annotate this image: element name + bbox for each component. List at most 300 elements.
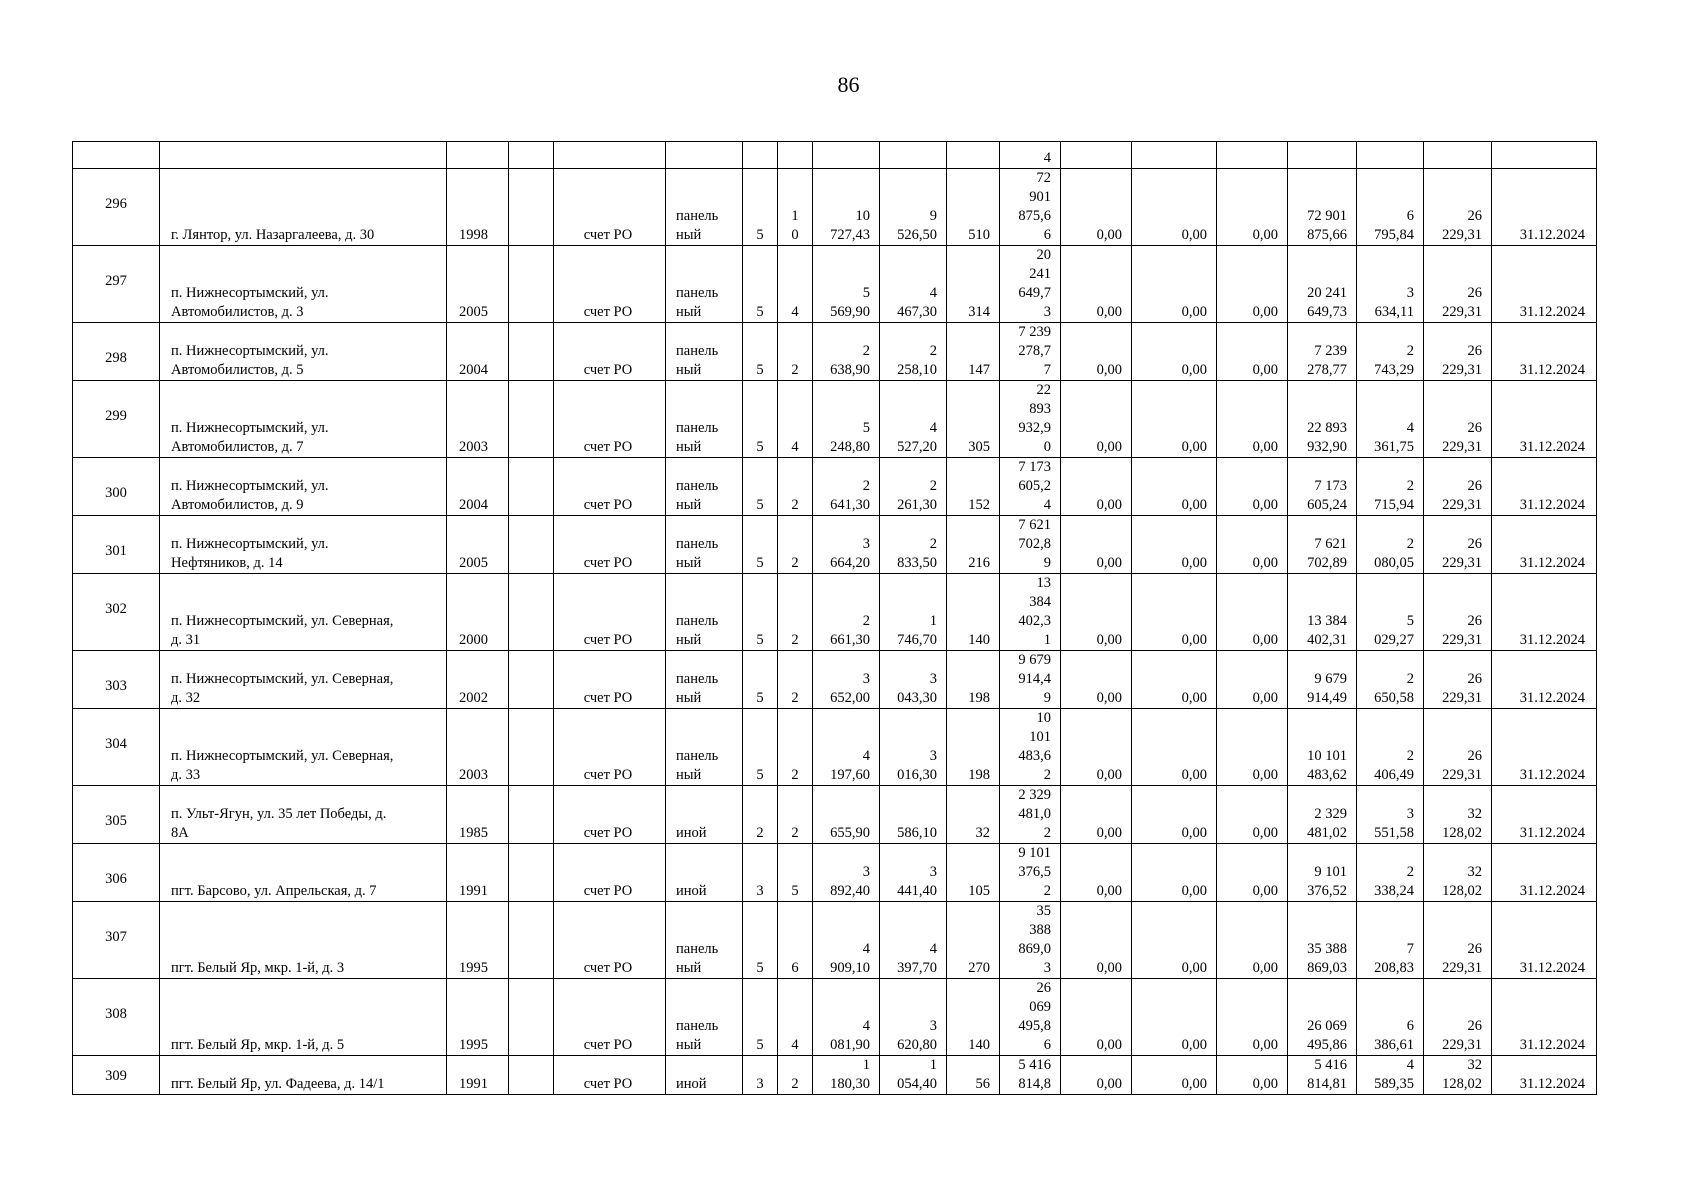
cell-floors: 5 xyxy=(743,651,778,709)
cell-build-year: 1991 xyxy=(447,1056,509,1095)
cell-max-unit-cost: 26 229,31 xyxy=(1424,246,1492,323)
cell-blank xyxy=(509,574,554,651)
cell-max-unit-cost: 32 128,02 xyxy=(1424,786,1492,844)
cell-blank xyxy=(509,323,554,381)
cell-total-area: 5 248,80 xyxy=(813,381,880,458)
cell-cost-owners: 7 621 702,89 xyxy=(1288,516,1357,574)
cell-residential-area: 4 527,20 xyxy=(880,381,947,458)
cell-cost-owners: 22 893 932,90 xyxy=(1288,381,1357,458)
cell-total-area: 655,90 xyxy=(813,786,880,844)
cell-funding-method: счет РО xyxy=(554,323,666,381)
table-row xyxy=(73,902,1597,979)
cell-floors: 5 xyxy=(743,902,778,979)
cell-cost-total: 26 069 495,8 6 xyxy=(1000,979,1061,1056)
cell-address: пгт. Белый Яр, мкр. 1-й, д. 5 xyxy=(160,979,447,1056)
cell-cost-other: 0,00 xyxy=(1217,709,1288,786)
cell-unit-cost: 4 361,75 xyxy=(1357,381,1424,458)
cell-entrances: 4 xyxy=(778,381,813,458)
cell-cost-budget: 0,00 xyxy=(1132,651,1217,709)
cell-cost-owners: 20 241 649,73 xyxy=(1288,246,1357,323)
cell-total-area: 2 641,30 xyxy=(813,458,880,516)
cell-row-number: 309 xyxy=(73,1056,160,1095)
table-row xyxy=(73,516,1597,574)
cell-total-area: 5 569,90 xyxy=(813,246,880,323)
cell-residents: 105 xyxy=(947,844,1000,902)
cell-cost-total: 20 241 649,7 3 xyxy=(1000,246,1061,323)
cell-row-number: 304 xyxy=(73,709,160,786)
cell-unit-cost: 6 386,61 xyxy=(1357,979,1424,1056)
cell-cost-budget: 0,00 xyxy=(1132,323,1217,381)
cell-max-unit-cost: 26 229,31 xyxy=(1424,169,1492,246)
table-body xyxy=(73,142,1597,1095)
cell-deadline: 31.12.2024 xyxy=(1492,169,1597,246)
cell-floors: 3 xyxy=(743,844,778,902)
cell-cost-fund: 0,00 xyxy=(1061,323,1132,381)
cell-max-unit-cost: 26 229,31 xyxy=(1424,902,1492,979)
cell-wall-material: панель ный xyxy=(666,651,743,709)
cell-funding-method: счет РО xyxy=(554,381,666,458)
cell-funding-method: счет РО xyxy=(554,902,666,979)
cell-wall-material: панель ный xyxy=(666,574,743,651)
cell-address: пгт. Белый Яр, ул. Фадеева, д. 14/1 xyxy=(160,1056,447,1095)
cell-cost-budget: 0,00 xyxy=(1132,902,1217,979)
cell-entrances: 4 xyxy=(778,246,813,323)
cell-funding-method: счет РО xyxy=(554,1056,666,1095)
cell-funding-method: счет РО xyxy=(554,844,666,902)
cell-funding-method: счет РО xyxy=(554,169,666,246)
cell-cost-budget: 0,00 xyxy=(1132,574,1217,651)
cell-funding-method: счет РО xyxy=(554,709,666,786)
cell-cost-total: 9 679 914,4 9 xyxy=(1000,651,1061,709)
cell-residential-area: 3 441,40 xyxy=(880,844,947,902)
cell-unit-cost: 7 208,83 xyxy=(1357,902,1424,979)
cell-blank xyxy=(509,142,554,169)
cell-residents: 305 xyxy=(947,381,1000,458)
cell-wall-material: панель ный xyxy=(666,381,743,458)
cell-residents: 140 xyxy=(947,979,1000,1056)
cell-max-unit-cost: 26 229,31 xyxy=(1424,709,1492,786)
cell-deadline: 31.12.2024 xyxy=(1492,1056,1597,1095)
cell-residential-area: 586,10 xyxy=(880,786,947,844)
cell-cost-other: 0,00 xyxy=(1217,902,1288,979)
cell-total-area: 3 652,00 xyxy=(813,651,880,709)
cell-cost-budget: 0,00 xyxy=(1132,458,1217,516)
cell-cost-total: 7 621 702,8 9 xyxy=(1000,516,1061,574)
cell-total-area: 3 892,40 xyxy=(813,844,880,902)
cell-build-year: 1998 xyxy=(447,169,509,246)
cell-residents: 56 xyxy=(947,1056,1000,1095)
cell-blank xyxy=(509,381,554,458)
cell-wall-material: панель ный xyxy=(666,458,743,516)
cell-row-number: 302 xyxy=(73,574,160,651)
cell-wall-material: панель ный xyxy=(666,709,743,786)
cell-cost-other: 0,00 xyxy=(1217,516,1288,574)
cell-max-unit-cost xyxy=(1424,142,1492,169)
cell-max-unit-cost: 26 229,31 xyxy=(1424,381,1492,458)
cell-unit-cost: 2 715,94 xyxy=(1357,458,1424,516)
cell-cost-owners: 13 384 402,31 xyxy=(1288,574,1357,651)
cell-blank xyxy=(509,979,554,1056)
cell-floors: 5 xyxy=(743,381,778,458)
cell-funding-method: счет РО xyxy=(554,979,666,1056)
cell-wall-material xyxy=(666,142,743,169)
cell-row-number: 307 xyxy=(73,902,160,979)
cell-funding-method: счет РО xyxy=(554,246,666,323)
cell-max-unit-cost: 26 229,31 xyxy=(1424,979,1492,1056)
cell-floors: 5 xyxy=(743,323,778,381)
cell-residents: 270 xyxy=(947,902,1000,979)
cell-deadline: 31.12.2024 xyxy=(1492,574,1597,651)
cell-entrances: 2 xyxy=(778,516,813,574)
cell-residential-area: 1 054,40 xyxy=(880,1056,947,1095)
cell-build-year: 2004 xyxy=(447,458,509,516)
cell-build-year: 1985 xyxy=(447,786,509,844)
cell-cost-budget: 0,00 xyxy=(1132,844,1217,902)
cell-floors: 5 xyxy=(743,516,778,574)
table-row xyxy=(73,458,1597,516)
cell-residential-area: 1 746,70 xyxy=(880,574,947,651)
cell-row-number: 308 xyxy=(73,979,160,1056)
cell-cost-fund: 0,00 xyxy=(1061,169,1132,246)
cell-build-year: 1995 xyxy=(447,979,509,1056)
cell-cost-other: 0,00 xyxy=(1217,574,1288,651)
cell-deadline: 31.12.2024 xyxy=(1492,246,1597,323)
cell-cost-fund: 0,00 xyxy=(1061,381,1132,458)
cell-cost-budget: 0,00 xyxy=(1132,1056,1217,1095)
cell-total-area: 4 197,60 xyxy=(813,709,880,786)
cell-residential-area: 3 043,30 xyxy=(880,651,947,709)
cell-cost-other: 0,00 xyxy=(1217,651,1288,709)
cell-residents: 152 xyxy=(947,458,1000,516)
cell-residential-area: 9 526,50 xyxy=(880,169,947,246)
cell-max-unit-cost: 26 229,31 xyxy=(1424,651,1492,709)
cell-blank xyxy=(509,786,554,844)
table-row xyxy=(73,979,1597,1056)
cell-blank xyxy=(509,246,554,323)
cell-unit-cost: 6 795,84 xyxy=(1357,169,1424,246)
cell-row-number: 306 xyxy=(73,844,160,902)
table-row xyxy=(73,574,1597,651)
cell-cost-fund: 0,00 xyxy=(1061,844,1132,902)
cell-address: п. Ульт-Ягун, ул. 35 лет Победы, д. 8А xyxy=(160,786,447,844)
cell-cost-fund: 0,00 xyxy=(1061,458,1132,516)
cell-cost-budget: 0,00 xyxy=(1132,246,1217,323)
cell-cost-owners: 9 101 376,52 xyxy=(1288,844,1357,902)
cell-build-year: 1991 xyxy=(447,844,509,902)
cell-funding-method: счет РО xyxy=(554,786,666,844)
cell-max-unit-cost: 26 229,31 xyxy=(1424,574,1492,651)
cell-cost-other: 0,00 xyxy=(1217,381,1288,458)
cell-unit-cost: 4 589,35 xyxy=(1357,1056,1424,1095)
cell-residential-area: 2 833,50 xyxy=(880,516,947,574)
cell-cost-owners: 26 069 495,86 xyxy=(1288,979,1357,1056)
table-row xyxy=(73,169,1597,246)
cell-floors: 2 xyxy=(743,786,778,844)
cell-address: п. Нижнесортымский, ул. Северная, д. 31 xyxy=(160,574,447,651)
cell-unit-cost: 3 634,11 xyxy=(1357,246,1424,323)
cell-blank xyxy=(509,458,554,516)
cell-cost-total: 10 101 483,6 2 xyxy=(1000,709,1061,786)
cell-cost-owners: 10 101 483,62 xyxy=(1288,709,1357,786)
table-row xyxy=(73,246,1597,323)
cell-cost-total: 7 239 278,7 7 xyxy=(1000,323,1061,381)
cell-residential-area: 2 261,30 xyxy=(880,458,947,516)
cell-build-year: 2005 xyxy=(447,246,509,323)
cell-address: п. Нижнесортымский, ул. Автомобилистов, д. 9 xyxy=(160,458,447,516)
cell-blank xyxy=(509,1056,554,1095)
cell-wall-material: панель ный xyxy=(666,516,743,574)
cell-address: пгт. Барсово, ул. Апрельская, д. 7 xyxy=(160,844,447,902)
cell-cost-fund: 0,00 xyxy=(1061,902,1132,979)
cell-entrances: 2 xyxy=(778,458,813,516)
cell-build-year: 2004 xyxy=(447,323,509,381)
cell-address: п. Нижнесортымский, ул. Северная, д. 32 xyxy=(160,651,447,709)
cell-residents: 147 xyxy=(947,323,1000,381)
cell-cost-fund: 0,00 xyxy=(1061,246,1132,323)
cell-row-number: 299 xyxy=(73,381,160,458)
cell-funding-method xyxy=(554,142,666,169)
page-number: 86 xyxy=(837,72,860,97)
cell-blank xyxy=(509,516,554,574)
cell-deadline: 31.12.2024 xyxy=(1492,979,1597,1056)
cell-deadline: 31.12.2024 xyxy=(1492,381,1597,458)
cell-cost-owners: 72 901 875,66 xyxy=(1288,169,1357,246)
cell-build-year: 2002 xyxy=(447,651,509,709)
cell-cost-budget xyxy=(1132,142,1217,169)
cell-cost-fund: 0,00 xyxy=(1061,709,1132,786)
cell-deadline xyxy=(1492,142,1597,169)
cell-cost-owners xyxy=(1288,142,1357,169)
cell-deadline: 31.12.2024 xyxy=(1492,844,1597,902)
cell-cost-fund: 0,00 xyxy=(1061,574,1132,651)
cell-floors: 5 xyxy=(743,169,778,246)
cell-entrances: 1 0 xyxy=(778,169,813,246)
cell-total-area: 10 727,43 xyxy=(813,169,880,246)
cell-cost-total: 4 xyxy=(1000,142,1061,169)
cell-funding-method: счет РО xyxy=(554,574,666,651)
cell-unit-cost: 2 743,29 xyxy=(1357,323,1424,381)
cell-wall-material: панель ный xyxy=(666,169,743,246)
cell-blank xyxy=(509,709,554,786)
cell-unit-cost: 3 551,58 xyxy=(1357,786,1424,844)
cell-cost-total: 13 384 402,3 1 xyxy=(1000,574,1061,651)
cell-cost-other: 0,00 xyxy=(1217,458,1288,516)
cell-wall-material: иной xyxy=(666,1056,743,1095)
cell-deadline: 31.12.2024 xyxy=(1492,458,1597,516)
cell-cost-total: 5 416 814,8 xyxy=(1000,1056,1061,1095)
cell-cost-total: 2 329 481,0 2 xyxy=(1000,786,1061,844)
cell-cost-other: 0,00 xyxy=(1217,979,1288,1056)
cell-cost-owners: 7 173 605,24 xyxy=(1288,458,1357,516)
cell-entrances: 2 xyxy=(778,786,813,844)
cell-max-unit-cost: 32 128,02 xyxy=(1424,844,1492,902)
cell-total-area: 3 664,20 xyxy=(813,516,880,574)
cell-cost-other xyxy=(1217,142,1288,169)
cell-residential-area: 3 620,80 xyxy=(880,979,947,1056)
cell-cost-other: 0,00 xyxy=(1217,323,1288,381)
cell-cost-fund: 0,00 xyxy=(1061,516,1132,574)
cell-total-area: 2 661,30 xyxy=(813,574,880,651)
cell-cost-total: 72 901 875,6 6 xyxy=(1000,169,1061,246)
cell-entrances xyxy=(778,142,813,169)
cell-row-number: 303 xyxy=(73,651,160,709)
cell-residents: 198 xyxy=(947,709,1000,786)
table-row xyxy=(73,651,1597,709)
cell-residents: 510 xyxy=(947,169,1000,246)
cell-entrances: 2 xyxy=(778,709,813,786)
cell-cost-owners: 5 416 814,81 xyxy=(1288,1056,1357,1095)
cell-blank xyxy=(509,169,554,246)
cell-address: п. Нижнесортымский, ул. Северная, д. 33 xyxy=(160,709,447,786)
cell-cost-other: 0,00 xyxy=(1217,1056,1288,1095)
cell-funding-method: счет РО xyxy=(554,458,666,516)
cell-blank xyxy=(509,844,554,902)
cell-build-year xyxy=(447,142,509,169)
cell-deadline: 31.12.2024 xyxy=(1492,786,1597,844)
cell-unit-cost: 2 650,58 xyxy=(1357,651,1424,709)
cell-cost-budget: 0,00 xyxy=(1132,709,1217,786)
cell-floors: 5 xyxy=(743,574,778,651)
cell-total-area: 4 909,10 xyxy=(813,902,880,979)
cell-cost-owners: 35 388 869,03 xyxy=(1288,902,1357,979)
table-row-continuation xyxy=(73,142,1597,169)
cell-unit-cost: 2 080,05 xyxy=(1357,516,1424,574)
cell-cost-fund: 0,00 xyxy=(1061,786,1132,844)
table-row xyxy=(73,381,1597,458)
cell-max-unit-cost: 32 128,02 xyxy=(1424,1056,1492,1095)
cell-cost-other: 0,00 xyxy=(1217,786,1288,844)
cell-cost-other: 0,00 xyxy=(1217,246,1288,323)
cell-max-unit-cost: 26 229,31 xyxy=(1424,516,1492,574)
cell-funding-method: счет РО xyxy=(554,516,666,574)
cell-floors: 3 xyxy=(743,1056,778,1095)
cell-cost-owners: 7 239 278,77 xyxy=(1288,323,1357,381)
cell-entrances: 2 xyxy=(778,323,813,381)
cell-residential-area xyxy=(880,142,947,169)
cell-floors: 5 xyxy=(743,246,778,323)
cell-floors: 5 xyxy=(743,979,778,1056)
table-row xyxy=(73,1056,1597,1095)
cell-entrances: 2 xyxy=(778,574,813,651)
cell-cost-total: 22 893 932,9 0 xyxy=(1000,381,1061,458)
cell-deadline: 31.12.2024 xyxy=(1492,516,1597,574)
cell-residential-area: 4 397,70 xyxy=(880,902,947,979)
cell-row-number: 298 xyxy=(73,323,160,381)
cell-build-year: 2003 xyxy=(447,381,509,458)
cell-max-unit-cost: 26 229,31 xyxy=(1424,323,1492,381)
cell-entrances: 6 xyxy=(778,902,813,979)
cell-deadline: 31.12.2024 xyxy=(1492,651,1597,709)
cell-wall-material: панель ный xyxy=(666,979,743,1056)
cell-cost-fund: 0,00 xyxy=(1061,979,1132,1056)
cell-address: п. Нижнесортымский, ул. Автомобилистов, д. 7 xyxy=(160,381,447,458)
cell-wall-material: иной xyxy=(666,786,743,844)
cell-residential-area: 2 258,10 xyxy=(880,323,947,381)
cell-entrances: 4 xyxy=(778,979,813,1056)
cell-row-number: 297 xyxy=(73,246,160,323)
cell-funding-method: счет РО xyxy=(554,651,666,709)
cell-floors xyxy=(743,142,778,169)
cell-cost-budget: 0,00 xyxy=(1132,979,1217,1056)
cell-row-number: 301 xyxy=(73,516,160,574)
cell-residents xyxy=(947,142,1000,169)
cell-wall-material: панель ный xyxy=(666,902,743,979)
cell-cost-owners: 2 329 481,02 xyxy=(1288,786,1357,844)
cell-blank xyxy=(509,902,554,979)
cell-address: п. Нижнесортымский, ул. Нефтяников, д. 14 xyxy=(160,516,447,574)
cell-cost-other: 0,00 xyxy=(1217,844,1288,902)
cell-row-number: 305 xyxy=(73,786,160,844)
cell-cost-other: 0,00 xyxy=(1217,169,1288,246)
cell-residential-area: 4 467,30 xyxy=(880,246,947,323)
table-row xyxy=(73,709,1597,786)
cell-cost-owners: 9 679 914,49 xyxy=(1288,651,1357,709)
cell-deadline: 31.12.2024 xyxy=(1492,709,1597,786)
cell-residents: 140 xyxy=(947,574,1000,651)
cell-deadline: 31.12.2024 xyxy=(1492,323,1597,381)
cell-address: п. Нижнесортымский, ул. Автомобилистов, д. 5 xyxy=(160,323,447,381)
cell-residents: 198 xyxy=(947,651,1000,709)
cell-cost-total: 35 388 869,0 3 xyxy=(1000,902,1061,979)
cell-floors: 5 xyxy=(743,458,778,516)
table-row xyxy=(73,786,1597,844)
cell-build-year: 1995 xyxy=(447,902,509,979)
cell-build-year: 2000 xyxy=(447,574,509,651)
cell-cost-budget: 0,00 xyxy=(1132,169,1217,246)
cell-cost-total: 7 173 605,2 4 xyxy=(1000,458,1061,516)
cell-total-area: 1 180,30 xyxy=(813,1056,880,1095)
table-row xyxy=(73,323,1597,381)
cell-unit-cost: 5 029,27 xyxy=(1357,574,1424,651)
cell-residents: 216 xyxy=(947,516,1000,574)
cell-unit-cost: 2 406,49 xyxy=(1357,709,1424,786)
cell-address: п. Нижнесортымский, ул. Автомобилистов, д. 3 xyxy=(160,246,447,323)
cell-cost-fund: 0,00 xyxy=(1061,1056,1132,1095)
cell-floors: 5 xyxy=(743,709,778,786)
cell-total-area: 2 638,90 xyxy=(813,323,880,381)
cell-total-area xyxy=(813,142,880,169)
cell-unit-cost: 2 338,24 xyxy=(1357,844,1424,902)
cell-wall-material: панель ный xyxy=(666,323,743,381)
cell-deadline: 31.12.2024 xyxy=(1492,902,1597,979)
cell-address: пгт. Белый Яр, мкр. 1-й, д. 3 xyxy=(160,902,447,979)
cell-row-number xyxy=(73,142,160,169)
cell-residents: 314 xyxy=(947,246,1000,323)
cell-residential-area: 3 016,30 xyxy=(880,709,947,786)
cell-wall-material: иной xyxy=(666,844,743,902)
cell-total-area: 4 081,90 xyxy=(813,979,880,1056)
cell-row-number: 300 xyxy=(73,458,160,516)
cell-address: г. Лянтор, ул. Назаргалеева, д. 30 xyxy=(160,169,447,246)
cell-cost-total: 9 101 376,5 2 xyxy=(1000,844,1061,902)
cell-wall-material: панель ный xyxy=(666,246,743,323)
cell-row-number: 296 xyxy=(73,169,160,246)
cell-cost-budget: 0,00 xyxy=(1132,786,1217,844)
housing-register-table xyxy=(72,141,1597,1095)
cell-residents: 32 xyxy=(947,786,1000,844)
cell-entrances: 2 xyxy=(778,651,813,709)
cell-cost-fund xyxy=(1061,142,1132,169)
cell-address xyxy=(160,142,447,169)
table-row xyxy=(73,844,1597,902)
cell-entrances: 5 xyxy=(778,844,813,902)
cell-build-year: 2005 xyxy=(447,516,509,574)
cell-cost-budget: 0,00 xyxy=(1132,516,1217,574)
cell-cost-fund: 0,00 xyxy=(1061,651,1132,709)
cell-entrances: 2 xyxy=(778,1056,813,1095)
cell-build-year: 2003 xyxy=(447,709,509,786)
cell-max-unit-cost: 26 229,31 xyxy=(1424,458,1492,516)
